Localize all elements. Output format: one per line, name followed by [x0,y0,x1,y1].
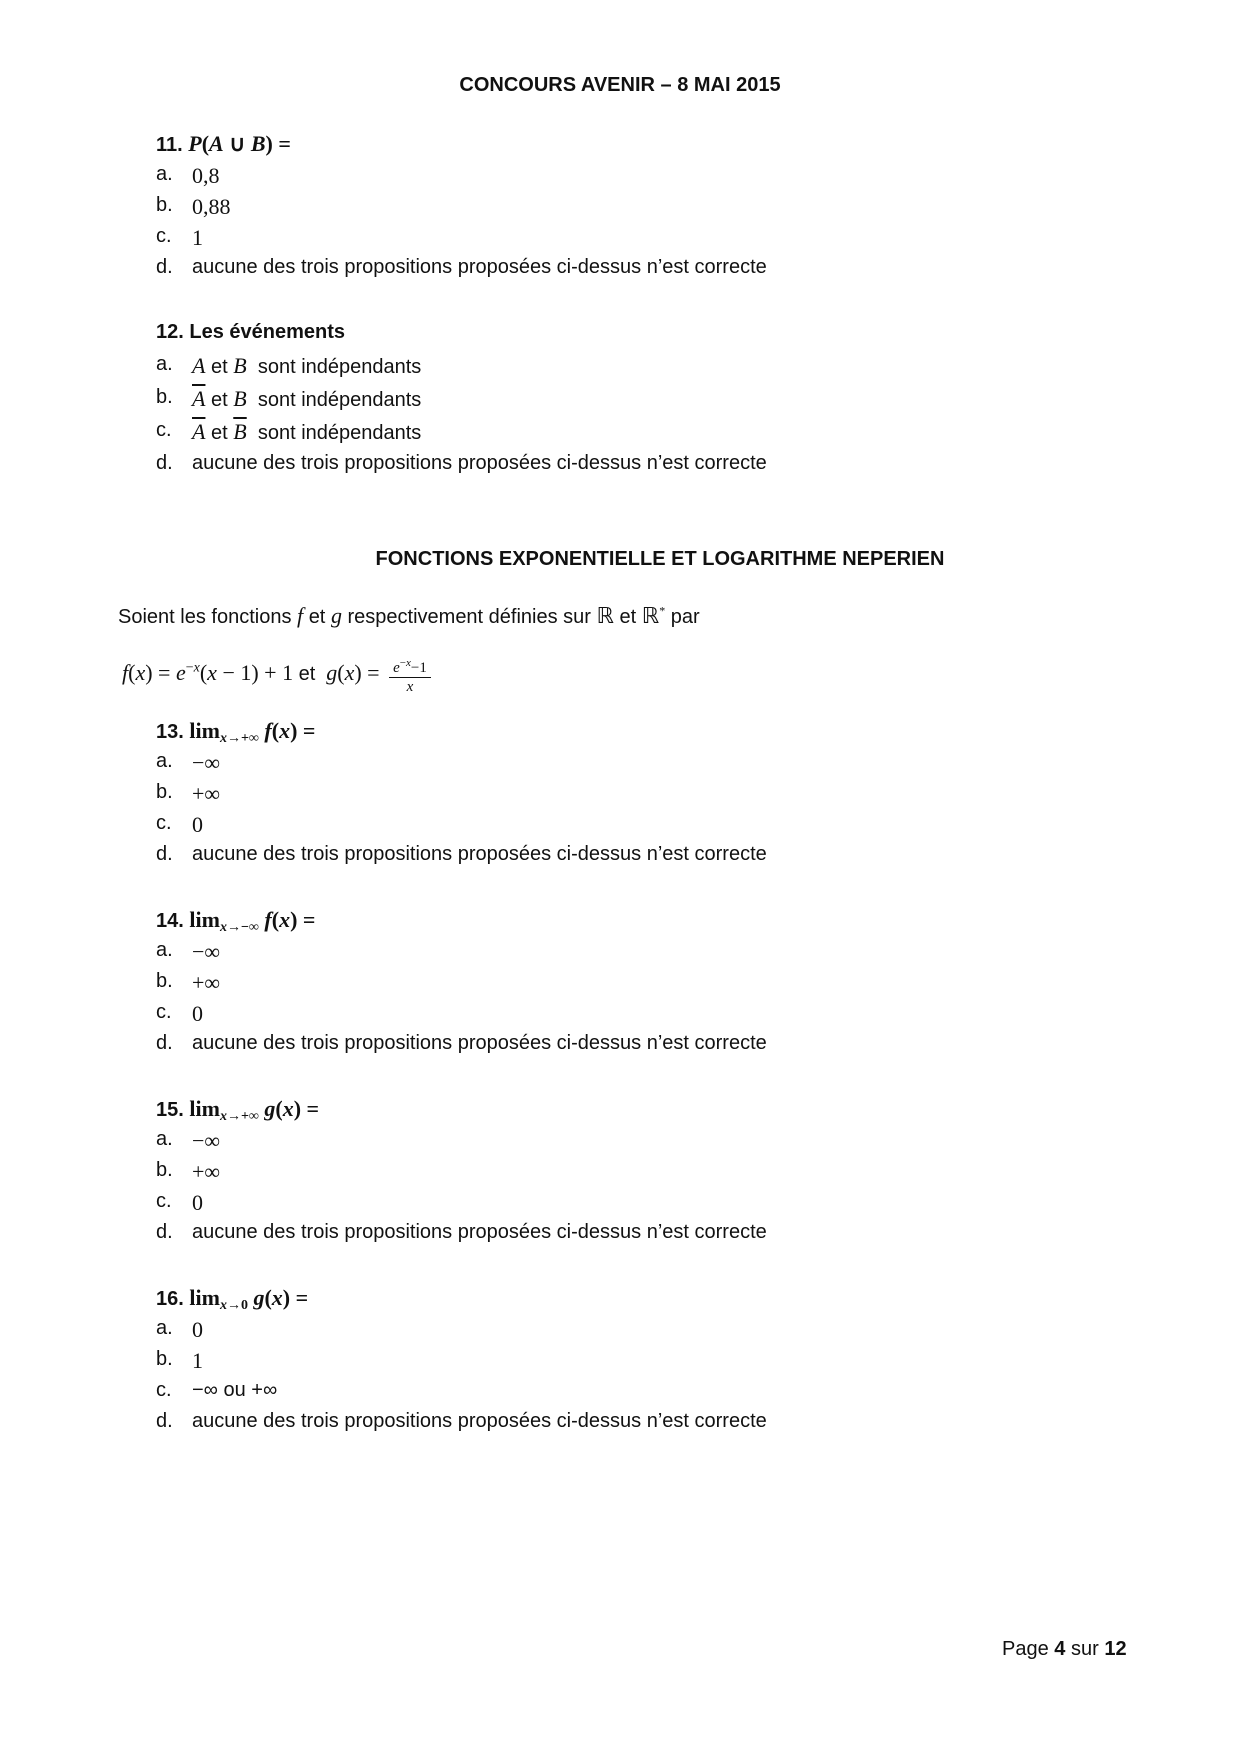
option-text: 0 [192,1001,203,1026]
option-letter: b. [156,386,173,408]
option-letter: a. [156,939,173,961]
question-number: 15. [156,1099,184,1121]
question-16-formula: $\lim_{x\to 0} g(x)$ = [189,1285,309,1313]
question-13-option-a[interactable] [156,750,1056,778]
option-text: aucune des trois propositions proposées ci-dessus n’est correcte [192,843,767,865]
question-15-option-c[interactable] [156,1190,1056,1218]
page-total: 12 [1104,1638,1127,1660]
question-13-formula: $\lim_{x\to+\infty} f(x)$ = [189,718,316,746]
question-13-option-b[interactable] [156,781,1056,809]
option-text: 0 [192,812,203,837]
option-letter: c. [156,419,172,441]
option-text: aucune des trois propositions proposées ci-dessus n’est correcte [192,452,767,474]
option-letter: a. [156,163,173,185]
option-text: +∞ [192,970,221,995]
option-text: 1 [192,225,203,250]
option-text: −∞ [192,750,221,775]
question-13-option-c[interactable] [156,812,1056,840]
question-11-option-c[interactable] [156,225,1056,253]
option-text: aucune des trois propositions proposées ci-dessus n’est correcte [192,1221,767,1243]
question-14-formula: $\lim_{x\to-\infty} f(x)$ = [189,907,316,935]
question-number: 14. [156,910,184,932]
question-number: 16. [156,1288,184,1310]
option-letter: d. [156,1410,173,1432]
question-number: 13. [156,721,184,743]
option-letter: a. [156,1317,173,1339]
option-text: aucune des trois propositions proposées ci-dessus n’est correcte [192,256,767,278]
question-16-option-c[interactable] [156,1379,1056,1407]
option-text: +∞ [192,781,221,806]
option-letter: c. [156,1379,172,1401]
option-letter: a. [156,750,173,772]
option-text: −∞ [192,939,221,964]
option-letter: c. [156,812,172,834]
question-12-option-d[interactable] [156,452,1056,480]
question-14-option-d[interactable] [156,1032,1056,1060]
function-definitions: $f(x) = e^{-x}(x - 1) + 1$ et g(x) = $\frac{e^{-x}-1}{x}$ [122,654,431,696]
question-11-option-b[interactable] [156,194,1056,222]
page-label: Page [1002,1638,1049,1660]
question-15-option-a[interactable] [156,1128,1056,1156]
option-text: $\overline{A}$ et B sont indépendants [192,386,422,411]
question-number: 11. [156,134,183,156]
page-number: 4 [1054,1638,1066,1660]
option-letter: d. [156,1221,173,1243]
option-letter: c. [156,1190,172,1212]
page-footer [1002,1638,1127,1661]
option-text: aucune des trois propositions proposées ci-dessus n’est correcte [192,1032,767,1054]
question-13-title [156,718,315,747]
option-text: 0 [192,1190,203,1215]
option-letter: b. [156,1159,173,1181]
option-text: 0,88 [192,194,231,219]
option-text: A et B sont indépendants [192,353,422,378]
option-letter: d. [156,1032,173,1054]
question-14-title [156,907,315,936]
question-15-formula: $\lim_{x\to+\infty} g(x)$ = [189,1096,320,1124]
question-12-option-c[interactable] [156,419,1056,449]
option-text: aucune des trois propositions proposées ci-dessus n’est correcte [192,1410,767,1432]
question-14-option-a[interactable] [156,939,1056,967]
question-12-text: Les événements [189,321,346,343]
question-16-option-d[interactable] [156,1410,1056,1438]
question-11-formula: P(A ∪ B) = [188,131,291,156]
page-header: CONCOURS AVENIR – 8 MAI 2015 [459,74,781,96]
option-letter: b. [156,194,173,216]
option-text: −∞ [192,1128,221,1153]
question-15-option-b[interactable] [156,1159,1056,1187]
option-text: −∞ ou +∞ [192,1379,278,1401]
question-16-title [156,1285,308,1314]
option-letter: a. [156,1128,173,1150]
question-14-option-b[interactable] [156,970,1056,998]
option-letter: a. [156,353,173,375]
page-sep: sur [1070,1638,1099,1660]
question-15-option-d[interactable] [156,1221,1056,1249]
question-12-option-a[interactable] [156,353,1056,383]
option-letter: b. [156,1348,173,1370]
question-14-option-c[interactable] [156,1001,1056,1029]
question-16-option-a[interactable] [156,1317,1056,1345]
option-letter: b. [156,970,173,992]
question-11-option-a[interactable] [156,163,1056,191]
question-13-option-d[interactable] [156,843,1056,871]
question-11-title [156,131,291,157]
option-letter: d. [156,843,173,865]
option-letter: d. [156,256,173,278]
option-text: 0 [192,1317,203,1342]
option-text: 1 [192,1348,203,1373]
question-16-option-b[interactable] [156,1348,1056,1376]
option-text: +∞ [192,1159,221,1184]
question-number: 12. [156,321,184,343]
section-intro: Soient les fonctions f et g respectivement définies sur ℝ et ℝ* par [118,603,700,628]
section-title: FONCTIONS EXPONENTIELLE ET LOGARITHME NEPERIEN [375,548,945,570]
question-11-option-d[interactable] [156,256,1056,284]
question-15-title [156,1096,319,1125]
option-text: $\overline{A}$ et $\overline{B}$ sont indépendants [192,419,422,444]
option-letter: c. [156,225,172,247]
fraction: $\frac{e^{-x}-1}{x}$ [389,654,431,696]
question-12-title [156,321,345,344]
option-text: 0,8 [192,163,220,188]
option-letter: d. [156,452,173,474]
option-letter: b. [156,781,173,803]
option-letter: c. [156,1001,172,1023]
question-12-option-b[interactable] [156,386,1056,416]
